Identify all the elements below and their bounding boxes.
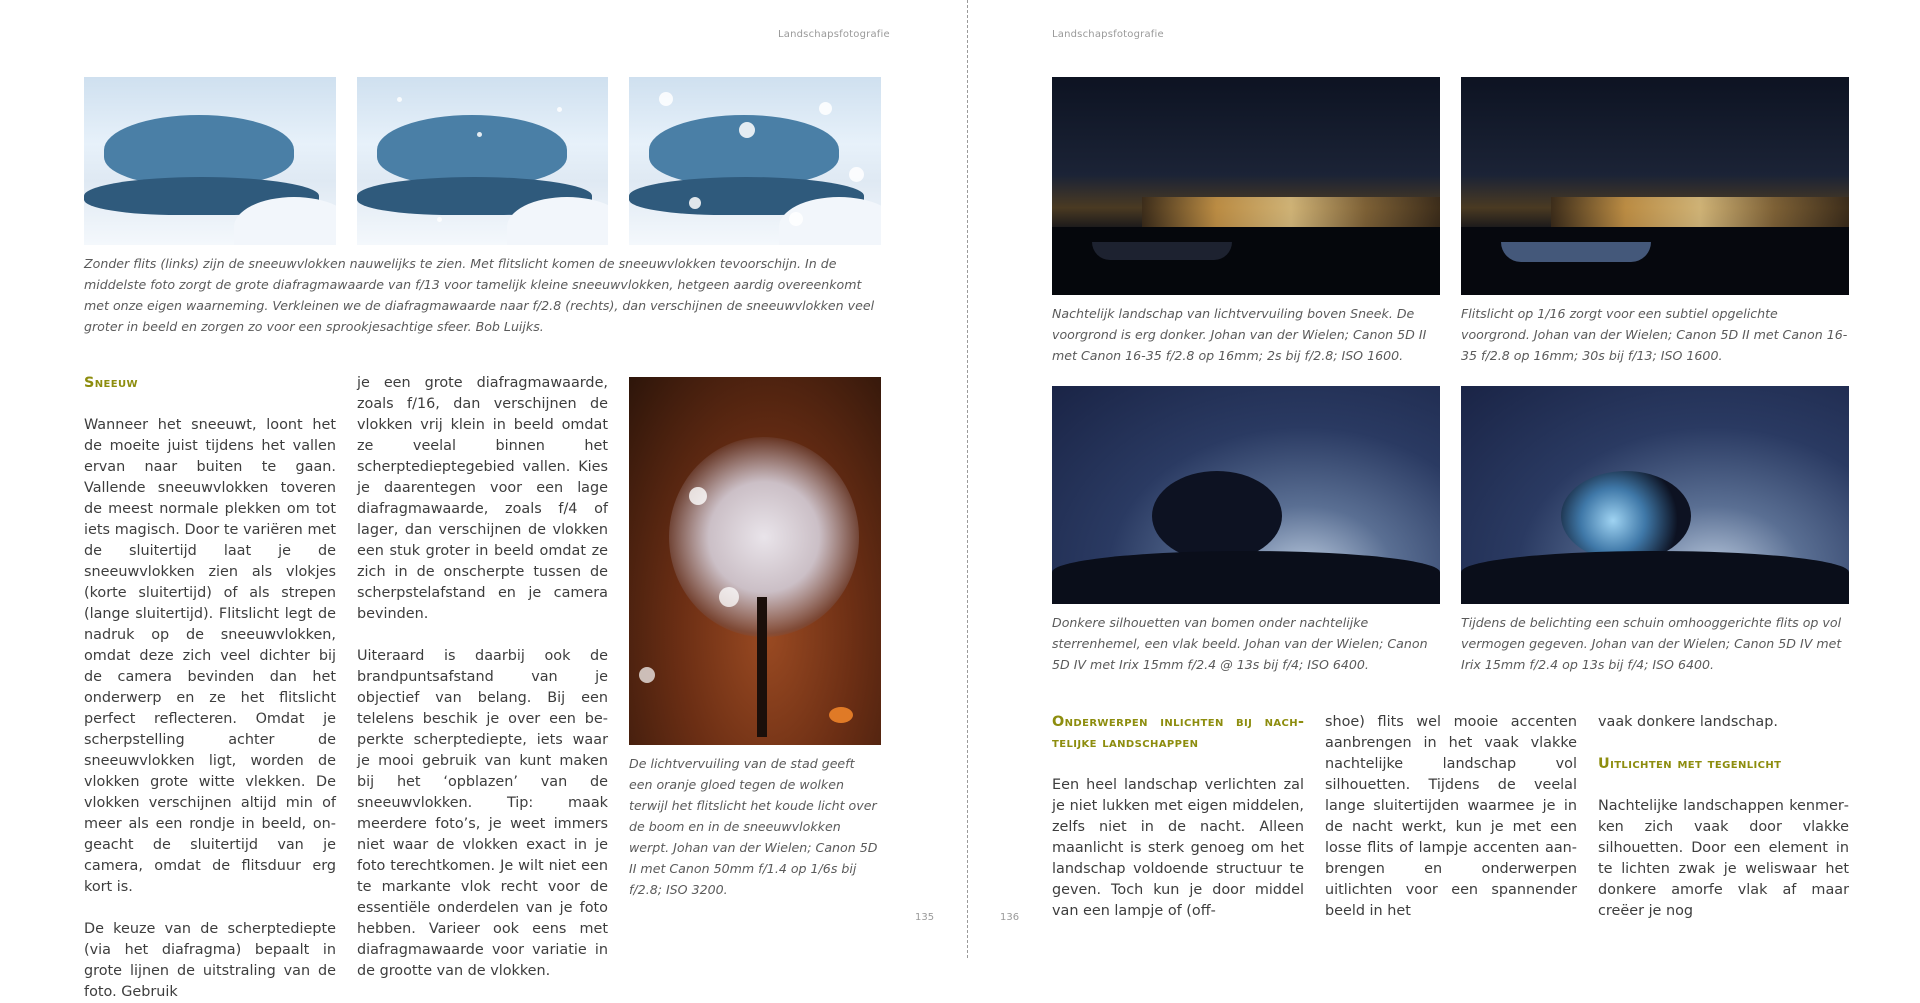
left-page [0, 0, 960, 1000]
section-heading-sneeuw: Sneeuw [84, 375, 138, 391]
silhouette-caption-2: Tijdens de belichting een schuin omhooggerichte flits op vol vermogen gegeven. Johan van der Wielen; Canon 5D IV met Irix 15mm f/2.4 op 13s bij f/4; ISO 6400. [1461, 615, 1842, 672]
night-harbor-photo-flash [1461, 77, 1849, 295]
paragraph: shoe) flits wel mooie accenten aanbrengen in het vaak vlakke nachtelijke landschap vol silhouetten. Tijdens de veelal lange sluitertijden waarmee je in de nacht werkt, kun je met een losse flits of lampje accenten aanbrengen en onderwerpen uitlichten voor een spannender beeld in het [1325, 714, 1577, 919]
paragraph: De keuze van de scherptediepte (via het diafragma) bepaalt in grote lijnen de uitstraling van de foto. Gebruik [84, 921, 336, 1000]
running-head: Landschapsfotografie [1052, 29, 1164, 40]
snow-photo-f13 [357, 77, 608, 245]
paragraph: je een grote diafragmawaarde, zoals f/16, dan verschijnen de vlokken vrij klein in beeld omdat ze veelal binnen het scherptedieptegebied vallen. Kies je daarentegen voor een lage diafragmawaarde, zoals f/4 of lager, dan verschijnen de vlokken een stuk groter in beeld omdat ze zich in de onscherpte tussen de scherpstelafstand en je camera bevinden. [357, 375, 608, 622]
paragraph: Wanneer het sneeuwt, loont het de moeite juist tijdens het vallen ervan naar buiten te gaan. Vallende sneeuwvlokken toveren de meest normale plekken om tot iets magisch. Door te variëren met de sluitertijd laat je de sneeuwvlokken zien als vlokjes (korte sluitertijd) of als strepen (lange sluitertijd). Flitslicht legt de nadruk op de sneeuwvlokken, omdat deze zich veel dichter bij de camera bevinden dan het onderwerp en ze het flitslicht perfect reflecteren. Omdat je scherpstelling achter de sneeuwvlokken ligt, worden de vlokken grote witte vlekken. De vlokken verschijnen altijd min of meer als een rondje in beeld, ongeacht de sluitertijd van je camera, omdat de flitsduur erg kort is. [84, 417, 336, 895]
text-column-2 [357, 373, 608, 982]
page-number: 135 [915, 912, 935, 923]
snow-photos-caption: Zonder flits (links) zijn de sneeuwvlokken nauwelijks te zien. Met flitslicht komen de sneeuwvlokken tevoorschijn. In de middelste foto zorgt de grote diafragmawaarde van f/13 voor tamelijk kleine sneeuwvlokken, hetgeen aardig overeenkomt met onze eigen waarneming. Verkleinen we de diafragmawaarde naar f/2.8 (rechts), dan verschijnen de sneeuwvlokken veel groter in beeld en zorgen zo voor een sprookjesachtige sfeer. Bob Luijks. [84, 256, 875, 334]
paragraph: Uiteraard is daarbij ook de brandpuntsafstand van je objectief van belang. Bij een telelens beschik je over een beperkte scherptediepte, iets waar je mooi gebruik van kunt maken bij het ‘opblazen’ van de sneeuwvlokken. Tip: maak meerdere foto’s, je weet immers niet waar de vlokken exact in je foto terechtkomen. Je wilt niet een te markante vlok recht voor de essentiële onderdelen van je foto hebben. Varieer ook eens met diafragmawaarde voor variatie in de grootte van de vlokken. [357, 648, 608, 979]
orange-tree-caption: De lichtvervuiling van de stad geeft een oranje gloed tegen de wolken terwijl het flitslicht het koude licht over de boom en in de sneeuwvlokken werpt. Johan van der Wielen; Canon 5D II met Canon 50mm f/1.4 op 1/6s bij f/2.8; ISO 3200. [629, 756, 878, 897]
section-heading-uitlichten-tegenlicht: Uitlichten met tegenlicht [1598, 756, 1782, 772]
starry-lit-tree-photo [1461, 386, 1849, 604]
silhouette-caption-1: Donkere silhouetten van bomen onder nachtelijke sterrenhemel, een vlak beeld. Johan van der Wielen; Canon 5D IV met Irix 15mm f/2.4 @ 13s bij f/4; ISO 6400. [1052, 615, 1428, 672]
text-column-3 [1598, 712, 1849, 922]
paragraph: vaak donkere landschap. [1598, 714, 1778, 730]
snow-photo-f2-8 [629, 77, 881, 245]
snow-photo-no-flash [84, 77, 336, 245]
starry-silhouette-photo [1052, 386, 1440, 604]
paragraph: Nachtelijke landschappen kenmerken zich vaak door vlakke silhouetten. Door een element in te lichten zwak je weliswaar het donkere amorfe vlak af maar creëer je nog [1598, 798, 1849, 919]
page-number: 136 [1000, 912, 1020, 923]
section-heading-onderwerpen-inlichten: Onderwerpen inlichten bij nachtelijke landschappen [1052, 714, 1304, 751]
running-head: Landschapsfotografie [778, 29, 890, 40]
orange-snowy-tree-photo [629, 377, 881, 745]
text-column-1 [1052, 712, 1304, 922]
text-column-1 [84, 373, 336, 1003]
night-harbor-caption-2: Flitslicht op 1/16 zorgt voor een subtiel opgelichte voorgrond. Johan van der Wielen; Canon 5D II met Canon 16-35 f/2.8 op 16mm; 30s bij f/13; ISO 1600. [1461, 306, 1848, 363]
night-harbor-photo-no-flash [1052, 77, 1440, 295]
paragraph: Een heel landschap verlichten zal je niet lukken met eigen middelen, zelfs niet in de nacht. Alleen maanlicht is sterk genoeg om het landschap voldoende structuur te geven. Toch kun je door middel van een lampje of (off- [1052, 777, 1304, 919]
right-page [962, 0, 1920, 958]
night-harbor-caption-1: Nachtelijk landschap van lichtvervuiling boven Sneek. De voorgrond is erg donker. Johan van der Wielen; Canon 5D II met Canon 16-35 f/2.8 op 16mm; 2s bij f/2.8; ISO 1600. [1052, 306, 1427, 363]
text-column-2 [1325, 712, 1577, 922]
